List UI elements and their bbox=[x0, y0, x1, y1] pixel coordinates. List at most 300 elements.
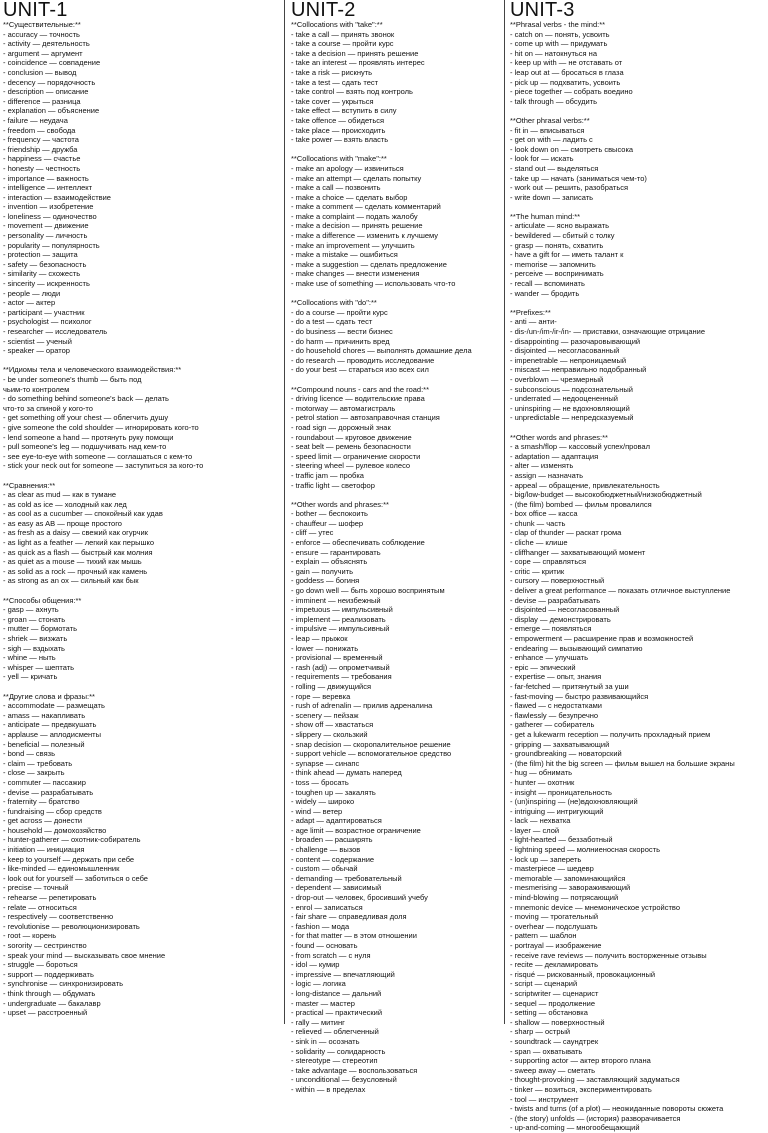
unit-3-lines bbox=[510, 20, 768, 1133]
vocab-entry: - miscast — неправильно подобранный bbox=[510, 365, 647, 375]
vocab-entry: - take a test — сдать тест bbox=[291, 77, 379, 87]
vocab-entry: - make a suggestion — сделать предложение bbox=[291, 259, 447, 269]
vocab-entry: - articulate — ясно выражать bbox=[510, 221, 609, 231]
vocab-entry: - speaker — оратор bbox=[3, 346, 70, 356]
vocab-entry: - psychologist — психолог bbox=[3, 317, 92, 327]
vocab-entry: - impulsive — импульсивный bbox=[291, 624, 390, 634]
vocab-entry: - failure — неудача bbox=[3, 115, 68, 125]
vocab-entry: - adapt — адаптироваться bbox=[291, 816, 382, 826]
vocab-entry: - sigh — вздыхать bbox=[3, 643, 65, 653]
vocab-entry: - endearing — вызывающий симпатию bbox=[510, 643, 643, 653]
vocab-entry: - get a lukewarm reception — получить прохладный прием bbox=[510, 729, 711, 739]
section-heading: **Other words and phrases:** bbox=[291, 499, 389, 509]
vocab-entry: - fit in — вписываться bbox=[510, 125, 585, 135]
vocab-entry: - happiness — счастье bbox=[3, 154, 81, 164]
unit-3-column bbox=[504, 0, 768, 1133]
blank-line bbox=[510, 202, 768, 212]
vocab-entry: - goddess — богиня bbox=[291, 576, 360, 586]
vocab-entry: - personality — личность bbox=[3, 231, 88, 241]
vocab-entry: - take place — происходить bbox=[291, 125, 386, 135]
vocab-entry: - actor — актер bbox=[3, 298, 56, 308]
vocab-entry: - toss — бросать bbox=[291, 777, 349, 787]
vocab-entry: - (the film) bombed — фильм провалился bbox=[510, 499, 652, 509]
vocab-entry: - rolling — движущийся bbox=[291, 681, 372, 691]
vocab-entry: - unpredictable — непредсказуемый bbox=[510, 413, 634, 423]
vocab-entry: - accommodate — размещать bbox=[3, 701, 105, 711]
vocab-entry: - box office — касса bbox=[510, 509, 578, 519]
vocab-entry: - difference — разница bbox=[3, 96, 81, 106]
section-heading: **Compound nouns - cars and the road:** bbox=[291, 384, 430, 394]
section-heading: **Phrasal verbs - the mind:** bbox=[510, 20, 606, 29]
vocab-entry: - frequency — частота bbox=[3, 135, 79, 145]
vocab-entry: - relate — относиться bbox=[3, 902, 77, 912]
vocab-entry: - empowerment — расширение прав и возможностей bbox=[510, 634, 694, 643]
section-heading: **Способы общения:** bbox=[3, 595, 82, 605]
vocab-entry: - do research — проводить исследование bbox=[291, 355, 435, 365]
vocab-entry: - sharp — острый bbox=[510, 1027, 571, 1037]
section-heading: **Другие слова и фразы:** bbox=[3, 691, 95, 701]
vocab-entry: - disjointed — несогласованный bbox=[510, 605, 620, 615]
vocab-entry: - dis-/un-/im-/ir-/in- — приставки, означающие отрицание bbox=[510, 327, 705, 336]
vocab-entry: - gain — получить bbox=[291, 566, 354, 576]
vocab-entry: - safety — безопасность bbox=[3, 259, 87, 269]
vocab-entry: - tinker — возиться, экспериментировать bbox=[510, 1084, 652, 1094]
unit-1-lines bbox=[3, 20, 272, 1018]
vocab-entry: - supporting actor — актер второго плана bbox=[510, 1056, 651, 1066]
vocab-entry: - claim — требовать bbox=[3, 758, 73, 768]
vocab-entry: - explain — объяснять bbox=[291, 557, 368, 567]
vocab-entry: - critic — критик bbox=[510, 566, 565, 576]
vocab-entry: - display — демонстрировать bbox=[510, 614, 611, 624]
vocab-entry: - uninspiring — не вдохновляющий bbox=[510, 403, 630, 413]
vocab-entry: - argument — аргумент bbox=[3, 48, 83, 58]
vocab-entry: - a smash/flop — кассовый успех/провал bbox=[510, 442, 650, 452]
vocab-entry: - unconditional — безусловный bbox=[291, 1075, 397, 1085]
vocab-entry: - freedom — свобода bbox=[3, 125, 76, 135]
vocab-entry: - clap of thunder — раскат грома bbox=[510, 528, 622, 538]
vocab-entry: - protection — защита bbox=[3, 250, 78, 260]
vocab-entry: - take control — взять под контроль bbox=[291, 87, 413, 97]
vocab-entry: - support vehicle — вспомогательное средство bbox=[291, 749, 452, 759]
vocab-entry: - enrol — записаться bbox=[291, 902, 363, 912]
vocab-entry: - recall — вспоминать bbox=[510, 279, 585, 289]
vocab-entry: - leap out at — бросаться в глаза bbox=[510, 67, 624, 77]
vocab-entry: - do something behind someone's back — делать bbox=[3, 394, 169, 404]
vocab-entry: - activity — деятельность bbox=[3, 39, 90, 49]
vocab-entry: - petrol station — автозаправочная станция bbox=[291, 413, 440, 423]
vocab-entry: - coincidence — совпадение bbox=[3, 58, 101, 68]
vocab-entry: - take advantage — воспользоваться bbox=[291, 1065, 418, 1075]
vocab-entry: - honesty — честность bbox=[3, 163, 81, 173]
vocab-entry: - make an apology — извиниться bbox=[291, 163, 404, 173]
vocab-entry: - thought-provoking — заставляющий задуматься bbox=[510, 1075, 680, 1085]
vocab-entry: - sorority — сестринство bbox=[3, 941, 87, 950]
vocab-entry: - relieved — облегченный bbox=[291, 1027, 379, 1037]
vocab-entry: - make an improvement — улучшить bbox=[291, 240, 415, 250]
vocab-entry: - shriek — визжать bbox=[3, 634, 68, 643]
vocab-entry: - go down well — быть хорошо воспринятым bbox=[291, 586, 445, 596]
vocab-entry: - lightning speed — молниеносная скорость bbox=[510, 845, 660, 855]
vocab-entry: - stand out — выделяться bbox=[510, 163, 599, 173]
unit-2-column bbox=[284, 0, 500, 1094]
vocab-entry: - work out — решить, разобраться bbox=[510, 183, 629, 193]
blank-line bbox=[3, 356, 272, 366]
vocab-entry: - lock up — запереть bbox=[510, 854, 582, 864]
vocab-entry: - mind-blowing — потрясающий bbox=[510, 893, 619, 903]
vocab-entry: - fast-moving — быстро развивающийся bbox=[510, 691, 649, 701]
vocab-entry: - adaptation — адаптация bbox=[510, 451, 599, 461]
vocab-entry: - soundtrack — саундтрек bbox=[510, 1036, 599, 1046]
vocab-entry: - intriguing — интригующий bbox=[510, 806, 604, 816]
section-heading: **Collocations with "take":** bbox=[291, 20, 383, 29]
vocab-entry: - take a course — пройти курс bbox=[291, 39, 394, 49]
unit-2-title: UNIT-2 bbox=[291, 0, 356, 21]
section-heading: **Идиомы тела и человеческого взаимодействия:** bbox=[3, 365, 182, 375]
vocab-entry: - snap decision — скоропалительное решение bbox=[291, 739, 451, 749]
vocab-entry: - shallow — поверхностный bbox=[510, 1017, 605, 1027]
vocab-entry: - overblown — чрезмерный bbox=[510, 374, 604, 384]
vocab-entry: - wind — ветер bbox=[291, 806, 343, 816]
vocab-entry: - from scratch — с нуля bbox=[291, 950, 371, 960]
vocab-entry: - have a gift for — иметь талант к bbox=[510, 250, 624, 260]
vocab-entry: - dependent — зависимый bbox=[291, 883, 382, 893]
vocab-entry: - participant — участник bbox=[3, 307, 85, 317]
vocab-entry: - enforce — обеспечивать соблюдение bbox=[291, 538, 425, 548]
vocab-entry: - take a decision — принять решение bbox=[291, 48, 419, 58]
vocab-entry: - span — охватывать bbox=[510, 1046, 583, 1056]
vocab-entry: - gatherer — собиратель bbox=[510, 720, 595, 730]
vocab-entry: - disappointing — разочаровывающий bbox=[510, 336, 641, 346]
vocab-entry: - support — поддерживать bbox=[3, 969, 94, 979]
vocab-entry: - fundraising — сбор средств bbox=[3, 806, 102, 816]
vocab-entry: - hunter-gatherer — охотник-собиратель bbox=[3, 835, 141, 845]
vocab-entry: - scientist — ученый bbox=[3, 336, 72, 346]
vocab-entry: - anticipate — предвкушать bbox=[3, 720, 97, 730]
blank-line bbox=[3, 682, 272, 692]
vocab-entry: - rash (adj) — опрометчивый bbox=[291, 662, 390, 672]
vocab-entry: - interaction — взаимодействие bbox=[3, 192, 111, 202]
vocab-entry: - memorise — запомнить bbox=[510, 259, 596, 269]
vocab-entry: - epic — эпический bbox=[510, 662, 576, 672]
vocab-entry: - light-hearted — беззаботный bbox=[510, 835, 613, 845]
vocab-entry: - do a test — сдать тест bbox=[291, 317, 373, 327]
vocab-entry: - logic — логика bbox=[291, 979, 346, 989]
vocab-entry: - broaden — расширять bbox=[291, 835, 373, 845]
section-heading: **Prefixes:** bbox=[510, 307, 551, 317]
vocab-entry: - insight — проницательность bbox=[510, 787, 612, 797]
vocab-entry: - scriptwriter — сценарист bbox=[510, 988, 599, 998]
vocab-entry: - ensure — гарантировать bbox=[291, 547, 381, 557]
vocab-entry: - invention — изобретение bbox=[3, 202, 94, 212]
vocab-entry: - up-and-coming — многообещающий bbox=[510, 1123, 640, 1133]
vocab-entry: - do household chores — выполнять домашние дела bbox=[291, 346, 472, 356]
vocab-entry: - disjointed — несогласованный bbox=[510, 346, 620, 356]
vocab-entry: - popularity — популярность bbox=[3, 240, 100, 250]
section-heading: **The human mind:** bbox=[510, 211, 581, 221]
vocab-entry: - mutter — бормотать bbox=[3, 624, 78, 634]
vocab-entry: - appeal — обращение, привлекательность bbox=[510, 480, 660, 490]
vocab-entry: - take effect — вступить в силу bbox=[291, 106, 397, 116]
vocab-entry: - assign — назначать bbox=[510, 470, 584, 480]
vocab-entry: - setting — обстановка bbox=[510, 1008, 588, 1018]
vocab-entry: - stereotype — стереотип bbox=[291, 1056, 378, 1066]
vocab-entry: - devise — разрабатывать bbox=[510, 595, 601, 605]
vocab-entry: - undergraduate — бакалавр bbox=[3, 998, 101, 1008]
vocab-entry: - memorable — запоминающийся bbox=[510, 873, 626, 883]
vocab-entry: - for that matter — в этом отношении bbox=[291, 931, 417, 941]
vocab-entry: - make a decision — принять решение bbox=[291, 221, 423, 231]
vocab-entry: - scenery — пейзаж bbox=[291, 710, 359, 720]
vocab-entry: - piece together — собрать воедино bbox=[510, 87, 633, 97]
vocab-entry: - fraternity — братство bbox=[3, 797, 80, 807]
vocab-entry: - cliff — утес bbox=[291, 528, 334, 538]
vocab-entry: - sweep away — сметать bbox=[510, 1065, 596, 1075]
vocab-entry: - chauffeur — шофер bbox=[291, 518, 364, 528]
vocab-entry: - whine — ныть bbox=[3, 653, 56, 663]
vocab-entry: - lack — нехватка bbox=[510, 816, 571, 826]
section-heading: **Collocations with "make":** bbox=[291, 154, 387, 164]
vocab-entry: - intelligence — интеллект bbox=[3, 183, 93, 193]
vocab-entry: - get on with — ладить с bbox=[510, 135, 593, 145]
vocab-entry: - (the story) unfolds — (история) разворачивается bbox=[510, 1113, 681, 1123]
section-heading: **Other phrasal verbs:** bbox=[510, 115, 590, 125]
vocab-entry: - as cold as ice — холодный как лед bbox=[3, 499, 127, 509]
vocab-entry: - deliver a great performance — показать отличное выступление bbox=[510, 586, 731, 596]
vocab-entry: - cliffhanger — захватывающий момент bbox=[510, 547, 646, 557]
vocab-entry: - rope — веревка bbox=[291, 691, 351, 701]
vocab-entry: - custom — обычай bbox=[291, 864, 358, 874]
vocab-entry: - pull someone's leg — подшучивать над кем-то bbox=[3, 442, 167, 452]
vocab-entry: - come up with — придумать bbox=[510, 39, 608, 49]
blank-line bbox=[510, 106, 768, 116]
vocab-entry: - take cover — укрыться bbox=[291, 96, 374, 106]
vocab-entry: - respectively — соответственно bbox=[3, 912, 114, 922]
vocab-entry: - impressive — впечатляющий bbox=[291, 969, 395, 979]
vocab-entry: - toughen up — закалять bbox=[291, 787, 376, 797]
vocab-entry: - slippery — скользкий bbox=[291, 729, 368, 739]
vocab-entry: - rally — митинг bbox=[291, 1017, 345, 1027]
vocab-entry: - overhear — подслушать bbox=[510, 921, 598, 931]
vocab-entry: - solidarity — солидарность bbox=[291, 1046, 386, 1056]
vocab-entry: - found — основать bbox=[291, 941, 358, 950]
vocab-entry: - gasp — ахнуть bbox=[3, 605, 59, 615]
vocab-entry: что-то за спиной у кого-то bbox=[3, 403, 93, 413]
vocab-entry: - take power — взять власть bbox=[291, 135, 389, 145]
vocab-entry: - gripping — захватывающий bbox=[510, 739, 610, 749]
section-heading: **Сравнения:** bbox=[3, 480, 56, 490]
vocab-entry: - take up — начать (заниматься чем-то) bbox=[510, 173, 647, 183]
vocab-entry: - take an interest — проявлять интерес bbox=[291, 58, 425, 68]
vocab-entry: - synapse — синапс bbox=[291, 758, 360, 768]
vocab-entry: - implement — реализовать bbox=[291, 614, 386, 624]
vocab-entry: - loneliness — одиночество bbox=[3, 211, 97, 221]
vocab-entry: - chunk — часть bbox=[510, 518, 566, 528]
vocab-entry: - grasp — понять, схватить bbox=[510, 240, 604, 250]
vocab-entry: - speak your mind — высказывать свое мнение bbox=[3, 950, 166, 960]
vocab-entry: - initiation — инициация bbox=[3, 845, 85, 855]
vocab-entry: - make use of something — использовать что-то bbox=[291, 279, 456, 289]
vocab-entry: - traffic light — светофор bbox=[291, 480, 375, 490]
vocab-entry: - cope — справляться bbox=[510, 557, 587, 567]
vocab-entry: - layer — слой bbox=[510, 825, 560, 835]
vocab-entry: - make a mistake — ошибиться bbox=[291, 250, 398, 260]
vocab-entry: - hug — обнимать bbox=[510, 768, 573, 778]
vocab-entry: - long-distance — дальний bbox=[291, 988, 382, 998]
vocab-entry: - get something off your chest — облегчить душу bbox=[3, 413, 169, 423]
vocab-entry: - speed limit — ограничение скорости bbox=[291, 451, 421, 461]
blank-line bbox=[510, 298, 768, 308]
vocab-entry: - get across — донести bbox=[3, 816, 83, 826]
vocab-entry: - movement — движение bbox=[3, 221, 89, 231]
vocab-entry: - bond — связь bbox=[3, 749, 55, 759]
vocab-entry: - impenetrable — непроницаемый bbox=[510, 355, 627, 365]
vocab-entry: - rush of adrenalin — прилив адреналина bbox=[291, 701, 433, 711]
vocab-entry: - master — мастер bbox=[291, 998, 355, 1008]
vocab-entry: - make a choice — сделать выбор bbox=[291, 192, 408, 202]
vocab-entry: - lend someone a hand — протянуть руку помощи bbox=[3, 432, 174, 442]
vocab-entry: - portrayal — изображение bbox=[510, 941, 602, 950]
section-heading: **Collocations with "do":** bbox=[291, 298, 377, 308]
vocab-entry: - pattern — шаблон bbox=[510, 931, 577, 941]
vocab-entry: - emerge — появляться bbox=[510, 624, 592, 634]
blank-line bbox=[291, 289, 500, 299]
vocab-entry: - do harm — причинить вред bbox=[291, 336, 390, 346]
vocab-entry: - make changes — внести изменения bbox=[291, 269, 420, 279]
vocab-entry: - do business — вести бизнес bbox=[291, 327, 393, 336]
section-heading: **Существительные:** bbox=[3, 20, 81, 29]
vocab-entry: - sink in — осознать bbox=[291, 1036, 360, 1046]
vocab-entry: - lower — понижать bbox=[291, 643, 359, 653]
section-heading: **Other words and phrases:** bbox=[510, 432, 608, 442]
unit-1-column bbox=[0, 0, 272, 1024]
vocab-entry: - bewildered — сбитый с толку bbox=[510, 231, 615, 241]
vocab-entry: - amass — накапливать bbox=[3, 710, 86, 720]
vocab-entry: - alter — изменять bbox=[510, 461, 574, 471]
vocab-entry: - people — люди bbox=[3, 288, 61, 298]
vocab-entry: - recite — декламировать bbox=[510, 960, 598, 970]
vocab-entry: - sequel — продолжение bbox=[510, 998, 596, 1008]
vocab-entry: - seat belt — ремень безопасности bbox=[291, 442, 411, 452]
vocab-entry: - tool — инструмент bbox=[510, 1094, 579, 1104]
vocab-entry: - subconscious — подсознательный bbox=[510, 384, 633, 394]
unit-1-title: UNIT-1 bbox=[3, 0, 68, 21]
vocab-entry: - as light as a feather — легкий как перышко bbox=[3, 538, 155, 548]
unit-3-title: UNIT-3 bbox=[510, 0, 575, 21]
vocab-entry: - imminent — неизбежный bbox=[291, 595, 381, 605]
vocab-entry: - practical — практический bbox=[291, 1008, 383, 1018]
vocab-entry: - rehearse — репетировать bbox=[3, 893, 97, 903]
vocab-entry: - steering wheel — рулевое колесо bbox=[291, 461, 411, 471]
vocab-entry: - groundbreaking — новаторский bbox=[510, 749, 622, 759]
vocab-entry: - be under someone's thumb — быть под bbox=[3, 374, 142, 384]
vocab-entry: - beneficial — полезный bbox=[3, 739, 85, 749]
vocab-entry: - far-fetched — притянутый за уши bbox=[510, 681, 629, 691]
vocab-entry: чьим-то контролем bbox=[3, 384, 70, 394]
vocab-entry: - see eye-to-eye with someone — соглашаться с кем-то bbox=[3, 451, 193, 461]
vocab-entry: - explanation — объяснение bbox=[3, 106, 100, 116]
vocab-entry: - age limit — возрастное ограничение bbox=[291, 825, 421, 835]
vocab-entry: - root — корень bbox=[3, 931, 57, 941]
vocab-entry: - provisional — временный bbox=[291, 653, 383, 663]
vocab-entry: - importance — важность bbox=[3, 173, 89, 183]
vocab-entry: - bother — беспокоить bbox=[291, 509, 368, 519]
vocab-entry: - challenge — вызов bbox=[291, 845, 361, 855]
vocab-entry: - make an attempt — сделать попытку bbox=[291, 173, 422, 183]
vocab-entry: - cliche — клише bbox=[510, 538, 568, 548]
vocab-entry: - as solid as a rock — прочный как камень bbox=[3, 566, 148, 576]
vocab-entry: - pick up — подхватить, усвоить bbox=[510, 77, 621, 87]
vocab-entry: - wander — бродить bbox=[510, 288, 580, 298]
blank-line bbox=[3, 586, 272, 596]
vocab-entry: - household — домохозяйство bbox=[3, 825, 107, 835]
vocab-entry: - as strong as an ox — сильный как бык bbox=[3, 576, 139, 586]
vocab-entry: - traffic jam — пробка bbox=[291, 470, 364, 480]
vocab-entry: - talk through — обсудить bbox=[510, 96, 597, 106]
vocab-entry: - moving — трогательный bbox=[510, 912, 599, 922]
vocab-entry: - risqué — рискованный, провокационный bbox=[510, 969, 656, 979]
vocab-entry: - stick your neck out for someone — заступиться за кого-то bbox=[3, 461, 204, 471]
vocab-entry: - as clear as mud — как в тумане bbox=[3, 490, 117, 500]
vocab-entry: - look out for yourself — заботиться о себе bbox=[3, 873, 148, 883]
vocab-entry: - look down on — смотреть свысока bbox=[510, 144, 634, 154]
vocab-entry: - decency — порядочность bbox=[3, 77, 96, 87]
vocab-entry: - hit on — натокнуться на bbox=[510, 48, 597, 58]
vocab-entry: - as fresh as a daisy — свежий как огурчик bbox=[3, 528, 148, 538]
vocab-entry: - do your best — стараться изо всех сил bbox=[291, 365, 429, 375]
blank-line bbox=[291, 145, 500, 155]
vocab-entry: - enhance — улучшать bbox=[510, 653, 589, 663]
vocab-entry: - catch on — понять, усвоить bbox=[510, 29, 610, 39]
vocab-entry: - synchronise — синхронизировать bbox=[3, 979, 123, 989]
vocab-entry: - think ahead — думать наперед bbox=[291, 768, 402, 778]
vocab-entry: - as quiet as a mouse — тихий как мышь bbox=[3, 557, 142, 567]
vocab-entry: - similarity — схожесть bbox=[3, 269, 81, 279]
vocab-entry: - revolutionise — революционизировать bbox=[3, 921, 140, 931]
vocab-entry: - as easy as AB — проще простого bbox=[3, 518, 122, 528]
vocab-entry: - widely — широко bbox=[291, 797, 355, 807]
vocab-entry: - hunter — охотник bbox=[510, 777, 575, 787]
vocab-entry: - look for — искать bbox=[510, 154, 574, 164]
vocab-entry: - take a call — принять звонок bbox=[291, 29, 395, 39]
vocab-entry: - script — сценарий bbox=[510, 979, 578, 989]
vocab-entry: - as quick as a flash — быстрый как молния bbox=[3, 547, 153, 557]
vocab-entry: - leap — прыжок bbox=[291, 634, 348, 643]
vocab-entry: - expertise — опыт, знания bbox=[510, 672, 602, 682]
vocab-entry: - researcher — исследователь bbox=[3, 327, 108, 336]
vocab-entry: - friendship — дружба bbox=[3, 144, 78, 154]
vocab-entry: - struggle — бороться bbox=[3, 960, 78, 970]
vocab-entry: - requirements — требования bbox=[291, 672, 392, 682]
blank-line bbox=[510, 423, 768, 433]
vocab-entry: - whisper — шептать bbox=[3, 662, 75, 672]
vocab-entry: - cursory — поверхностный bbox=[510, 576, 605, 586]
vocab-entry: - take offence — обидеться bbox=[291, 115, 385, 125]
vocab-entry: - fair share — справедливая доля bbox=[291, 912, 407, 922]
vocab-entry: - big/low-budget — высокобюджетный/низкобюджетный bbox=[510, 490, 702, 500]
vocab-entry: - drop-out — человек, бросивший учебу bbox=[291, 893, 428, 903]
vocab-entry: - description — описание bbox=[3, 87, 89, 97]
vocab-entry: - devise — разрабатывать bbox=[3, 787, 94, 797]
vocab-entry: - mnemonic device — мнемоническое устройство bbox=[510, 902, 680, 912]
vocab-entry: - (un)inspiring — (не)вдохновляющий bbox=[510, 797, 638, 807]
vocab-entry: - show off — хвастаться bbox=[291, 720, 374, 730]
vocab-entry: - keep to yourself — держать при себе bbox=[3, 854, 135, 864]
vocab-entry: - receive rave reviews — получить восторженные отзывы bbox=[510, 950, 707, 960]
blank-line bbox=[291, 490, 500, 500]
vocab-entry: - accuracy — точность bbox=[3, 29, 80, 39]
vocab-entry: - give someone the cold shoulder — игнорировать кого-то bbox=[3, 422, 199, 432]
vocab-entry: - yell — кричать bbox=[3, 672, 58, 682]
